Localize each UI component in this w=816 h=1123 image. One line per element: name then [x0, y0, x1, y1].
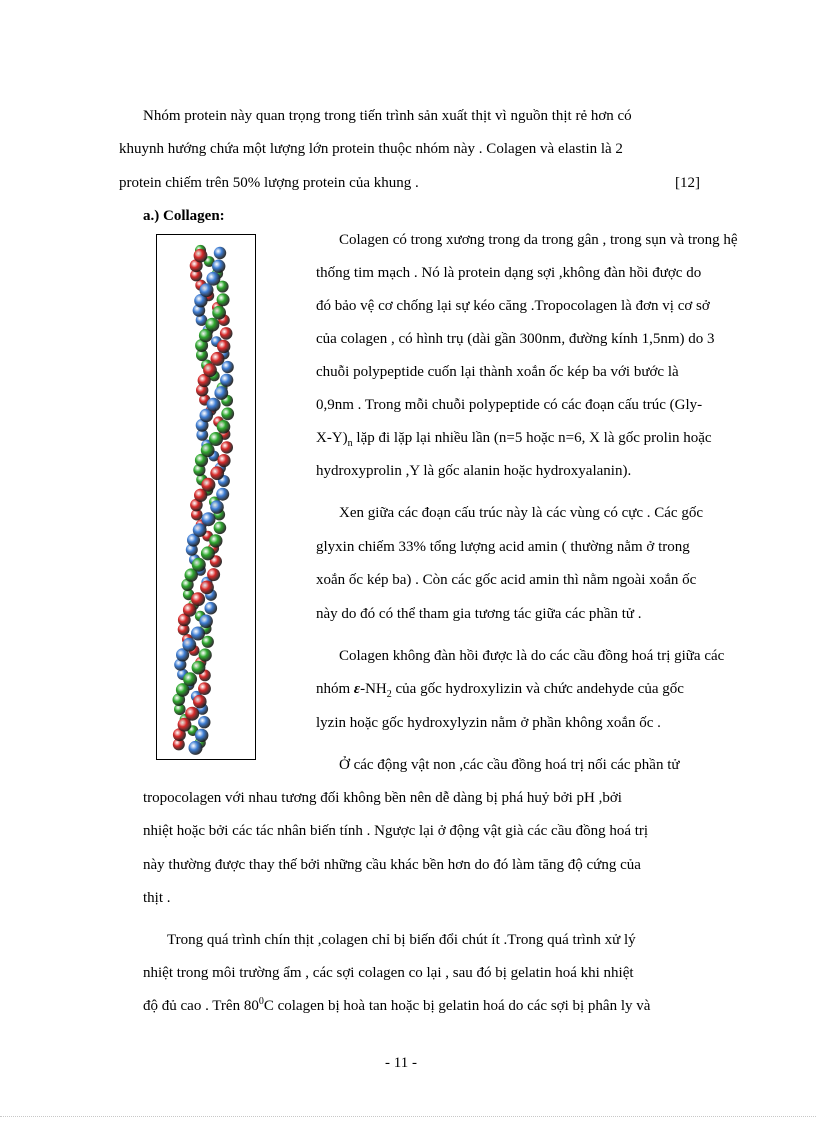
p1-line-8: hydroxyprolin ,Y là gốc alanin hoặc hydroxyalanin). [316, 463, 632, 479]
green-strand-bead [209, 534, 222, 547]
intro-line-2: khuynh hướng chứa một lượng lớn protein thuộc nhóm này . Colagen và elastin là 2 [119, 141, 623, 157]
p3-line-2-start: nhóm [316, 681, 354, 697]
red-strand-bead [217, 340, 230, 353]
intro-line-1: Nhóm protein này quan trọng trong tiến trình sản xuất thịt vì nguồn thịt rẻ hơn có [143, 108, 632, 124]
p5-line-2: nhiệt trong môi trường ẩm , các sợi colagen co lại , sau đó bị gelatin hoá khi nhiệt [143, 965, 634, 981]
green-strand-bead [192, 558, 206, 572]
p1-line-1: Colagen có trong xương trong da trong gân , trong sụn và trong hệ [339, 232, 738, 248]
green-strand-bead [217, 420, 231, 434]
red-strand-bead [198, 682, 211, 695]
red-strand-bead [210, 466, 224, 480]
red-strand-bead [211, 352, 225, 366]
p3-line-2 [316, 679, 684, 699]
section-heading: a.) Collagen: [143, 208, 225, 224]
p5-line-3-end: C colagen bị hoà tan hoặc bị gelatin hoá do các sợi bị phân ly và [263, 998, 651, 1014]
p4-line-2: tropocolagen với nhau tương đối không bền nên dễ dàng bị phá huỷ bởi pH ,bởi [143, 790, 622, 806]
red-strand-bead [201, 478, 215, 492]
red-strand-bead [194, 249, 208, 263]
blue-strand-bead [199, 615, 213, 629]
red-strand-bead [183, 603, 197, 617]
collagen-helix-image [157, 235, 255, 759]
blue-strand-bead [202, 512, 216, 526]
blue-strand-bead [193, 523, 207, 537]
green-strand-bead [199, 648, 212, 661]
red-strand-bead [191, 592, 205, 606]
blue-strand-bead [191, 627, 205, 641]
blue-strand-bead [182, 638, 196, 652]
p1-line-2: thống tim mạch . Nó là protein dạng sợi ,không đàn hồi được do [316, 265, 702, 281]
p2-line-4: này do đó có thể tham gia tương tác giữa các phần tử . [316, 606, 642, 622]
green-strand-bead [221, 407, 234, 420]
p5-line-3-start: độ đủ cao . Trên 80 [143, 998, 259, 1014]
p1-line-7 [316, 428, 712, 448]
blue-strand-bead [220, 374, 233, 387]
blue-strand-bead [214, 247, 226, 259]
p1-line-7-start: X-Y) [316, 430, 348, 446]
p1-line-7-subscript: n [347, 438, 353, 449]
p3-line-2-subscript: 2 [386, 689, 392, 700]
p2-line-3: xoắn ốc kép ba) . Còn các gốc acid amin thì nằm ngoài xoắn ốc [316, 572, 697, 588]
green-strand-bead [192, 661, 206, 675]
blue-strand-bead [195, 729, 208, 742]
red-strand-bead [193, 695, 207, 709]
p1-line-7-end: lặp đi lặp lại nhiều lần (n=5 hoặc n=6, X là gốc prolin hoặc [352, 430, 712, 446]
p1-line-5: chuỗi polypeptide cuốn lại thành xoắn ốc kép ba với bước là [316, 364, 679, 380]
red-strand-bead [207, 568, 220, 581]
p4-line-3: nhiệt hoặc bởi các tác nhân biến tính . Ngược lại ở động vật già các cầu đồng hoá trị [143, 823, 649, 839]
blue-strand-bead [207, 398, 221, 412]
p1-line-3: đó bảo vệ cơ chống lại sự kéo căng .Tropocolagen là đơn vị cơ sở [316, 298, 710, 314]
green-strand-bead [201, 546, 215, 560]
blue-strand-bead [210, 500, 224, 514]
p3-line-2-nh: -NH [360, 681, 387, 697]
green-strand-bead [183, 672, 197, 686]
blue-strand-bead [216, 488, 229, 501]
intro-reference: [12] [675, 175, 700, 191]
collagen-helix-figure [156, 234, 256, 760]
blue-strand-bead [214, 386, 228, 400]
p2-line-2: glyxin chiếm 33% tổng lượng acid amin ( thường nằm ở trong [316, 539, 690, 555]
red-strand-bead [185, 707, 199, 721]
green-strand-bead [217, 293, 230, 306]
blue-strand-bead [212, 260, 225, 273]
red-strand-bead [200, 581, 214, 595]
green-strand-bead [212, 306, 226, 320]
blue-strand-bead [198, 716, 210, 728]
p4-line-1: Ở các động vật non ,các cầu đồng hoá trị nối các phần tử [339, 757, 680, 773]
green-strand-bead [209, 432, 223, 446]
blue-strand-bead [222, 361, 234, 373]
green-strand-bead [205, 318, 219, 332]
p4-line-4: này thường được thay thế bởi những cầu khác bền hơn do đó làm tăng độ cứng của [143, 857, 641, 873]
green-strand-bead [214, 522, 227, 535]
p5-line-1: Trong quá trình chín thịt ,colagen chỉ bị biến đổi chút ít .Trong quá trình xử lý [167, 932, 636, 948]
red-strand-bead [220, 327, 233, 340]
red-strand-bead [217, 454, 230, 467]
p5-line-3 [143, 996, 650, 1016]
p3-line-2-end: của gốc hydroxylizin và chức andehyde của gốc [391, 681, 684, 697]
p1-line-4: của colagen , có hình trụ (dài gần 300nm, đường kính 1,5nm) do 3 [316, 331, 715, 347]
epsilon-symbol: ε [353, 681, 361, 697]
page-number: - 11 - [385, 1055, 417, 1071]
blue-strand-bead [189, 741, 203, 755]
page-bottom-rule [0, 1116, 816, 1117]
p3-line-3: lyzin hoặc gốc hydroxylyzin nằm ở phần không xoắn ốc . [316, 715, 661, 731]
red-strand-bead [221, 441, 233, 453]
intro-line-3: protein chiếm trên 50% lượng protein của khung . [119, 175, 419, 191]
p1-line-6: 0,9nm . Trong mỗi chuỗi polypeptide có các đoạn cấu trúc (Gly- [316, 397, 703, 413]
p2-line-1: Xen giữa các đoạn cấu trúc này là các vùng có cực . Các gốc [339, 505, 703, 521]
blue-strand-bead [205, 602, 218, 615]
p5-line-3-superscript: 0 [258, 996, 264, 1007]
p3-line-1: Colagen không đàn hồi được là do các cầu đồng hoá trị giữa các [339, 648, 725, 664]
p4-line-5: thịt . [143, 890, 171, 906]
blue-strand-bead [200, 283, 214, 297]
green-strand-bead [201, 443, 215, 457]
